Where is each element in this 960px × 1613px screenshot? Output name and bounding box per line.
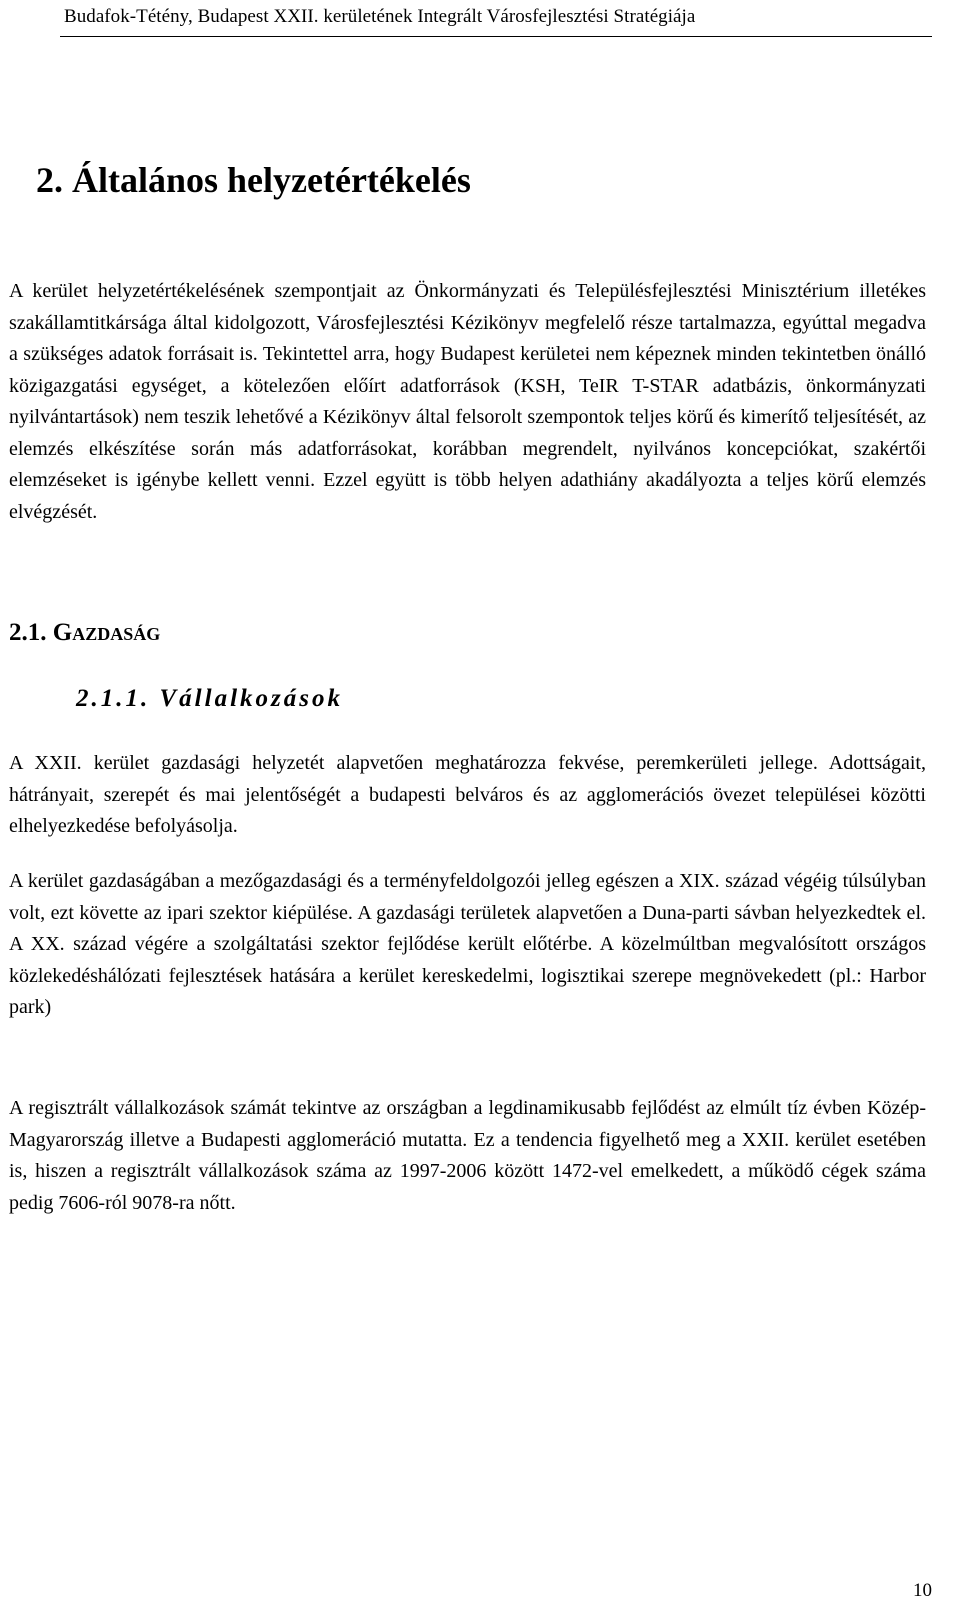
body-paragraph-location: A XXII. kerület gazdasági helyzetét alapvetően meghatározza fekvése, peremkerületi jellege. Adottságait, hátrányait, szerepét és mai jelentőségét a budapesti belváros és az agglomerációs övezet települései közötti elhelyezkedése befolyásolja. [9, 752, 926, 837]
section-title [9, 617, 160, 649]
page-number: 10 [913, 1580, 932, 1601]
section-name: Gazdaság [52, 619, 161, 646]
chapter-title: 2. Általános helyzetértékelés [36, 160, 471, 200]
header-rule [60, 36, 932, 37]
section-number: 2.1. [9, 619, 47, 646]
body-paragraph-enterprises: A regisztrált vállalkozások számát tekintve az országban a legdinamikusabb fejlődést az elmúlt tíz évben Közép-Magyarország illetve a Budapesti agglomeráció mutatta. Ez a tendencia figyelhető meg a XXII. kerület esetében is, hiszen a regisztrált vállalkozások száma az 1997-2006 között 1472-vel emelkedett, a működő cégek száma pedig 7606-ról 9078-ra nőtt. [9, 1097, 926, 1214]
intro-paragraph: A kerület helyzetértékelésének szempontjait az Önkormányzati és Településfejlesztési Minisztérium illetékes szakállamtitkársága által kidolgozott, Városfejlesztési Kézikönyv megfelelő része tartalmazza, egyúttal megadva a szükséges adatok forrásait is. Tekintettel arra, hogy Budapest kerületei nem képeznek minden tekintetben önálló közigazgatási egységet, a kötelezően előírt adatforrások (KSH, TeIR T-STAR adatbázis, önkormányzati nyilvántartások) nem teszik lehetővé a Kézikönyv által felsorolt szempontok teljes körű és kimerítő teljesítését, az elemzés elkészítése során más adatforrásokat, korábban megrendelt, nyilvános koncepciókat, szakértői elemzéseket is igénybe kellett venni. Ezzel együtt is több helyen adathiány akadályozta a teljes körű elemzés elvégzését. [9, 280, 926, 523]
subsection-title: 2.1.1. Vállalkozások [76, 685, 343, 712]
running-header: Budafok-Tétény, Budapest XXII. kerületének Integrált Városfejlesztési Stratégiája [64, 6, 696, 27]
body-paragraph-economy-history: A kerület gazdaságában a mezőgazdasági és a terményfeldolgozói jelleg egészen a XIX. század végéig túlsúlyban volt, ezt követte az ipari szektor kiépülése. A gazdasági területek alapvetően a Duna-parti sávban helyezkedtek el. A XX. század végére a szolgáltatási szektor fejlődése került előtérbe. A közelmúltban megvalósított országos közlekedéshálózati fejlesztések hatására a kerület kereskedelmi, logisztikai szerepe megnövekedett (pl.: Harbor park) [9, 870, 926, 1018]
